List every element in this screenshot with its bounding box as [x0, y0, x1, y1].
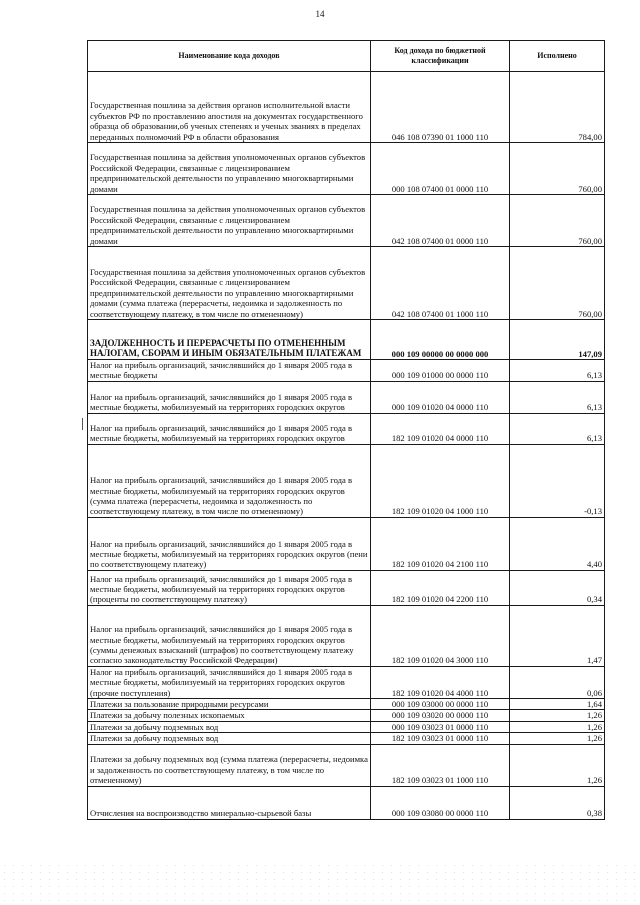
- row-code-cell: 182 109 03023 01 0000 110: [371, 733, 510, 744]
- table-row: [88, 72, 605, 143]
- revenue-table: [87, 40, 605, 820]
- row-code-cell: 182 109 01020 04 1000 110: [371, 444, 510, 517]
- row-name-cell: Отчисления на воспроизводство минерально-сырьевой базы: [88, 786, 371, 819]
- table-row: [88, 605, 605, 666]
- column-header-name: Наименование кода доходов: [88, 41, 371, 72]
- row-value-cell: 6,13: [510, 413, 605, 444]
- table-header-row: [88, 41, 605, 72]
- row-value-cell: 1,26: [510, 721, 605, 732]
- table-row: [88, 143, 605, 195]
- row-code-cell: 182 109 01020 04 4000 110: [371, 666, 510, 698]
- row-name-cell: Платежи за пользование природными ресурсами: [88, 699, 371, 710]
- row-value-cell: -0,13: [510, 444, 605, 517]
- section-row: [88, 320, 605, 360]
- row-name-cell: Налог на прибыль организаций, зачислявшийся до 1 января 2005 года в местные бюджеты, мобилизуемый на территориях городских округов (проценты по соответствующему платежу): [88, 570, 371, 605]
- row-value-cell: 1,47: [510, 605, 605, 666]
- row-value-cell: 6,13: [510, 381, 605, 413]
- row-code-cell: 000 109 03023 01 0000 110: [371, 721, 510, 732]
- row-code-cell: 042 108 07400 01 1000 110: [371, 247, 510, 320]
- table-row: [88, 517, 605, 570]
- row-code-cell: 000 109 01020 04 0000 110: [371, 381, 510, 413]
- row-value-cell: 1,26: [510, 744, 605, 786]
- row-value-cell: 0,34: [510, 570, 605, 605]
- row-value-cell: 760,00: [510, 247, 605, 320]
- row-code-cell: 000 108 07400 01 0000 110: [371, 143, 510, 195]
- row-value-cell: 0,06: [510, 666, 605, 698]
- row-code-cell: 182 109 01020 04 2200 110: [371, 570, 510, 605]
- row-code-cell: 000 109 00000 00 0000 000: [371, 320, 510, 360]
- table-row: [88, 570, 605, 605]
- row-code-cell: 182 109 01020 04 3000 110: [371, 605, 510, 666]
- scan-mark: [82, 418, 83, 430]
- table-row: [88, 721, 605, 732]
- row-value-cell: 760,00: [510, 195, 605, 247]
- row-code-cell: 042 108 07400 01 0000 110: [371, 195, 510, 247]
- column-header-value: Исполнено: [510, 41, 605, 72]
- table-row: [88, 360, 605, 382]
- row-name-cell: Налог на прибыль организаций, зачислявшийся до 1 января 2005 года в местные бюджеты, мобилизуемый на территориях городских округов (пени по соответствующему платежу): [88, 517, 371, 570]
- table-row: [88, 744, 605, 786]
- row-value-cell: 1,64: [510, 699, 605, 710]
- row-value-cell: 147,09: [510, 320, 605, 360]
- table-row: [88, 247, 605, 320]
- table-row: [88, 666, 605, 698]
- row-name-cell: Платежи за добычу подземных вод (сумма платежа (перерасчеты, недоимка и задолженность по соответствующему платежу, в том числе по отмененному): [88, 744, 371, 786]
- row-name-cell: Налог на прибыль организаций, зачислявшийся до 1 января 2005 года в местные бюджеты, мобилизуемый на территориях городских округов (суммы денежных взысканий (штрафов) по соответствующему платежу согласно законодательству Российской Федерации): [88, 605, 371, 666]
- row-name-cell: Государственная пошлина за действия уполномоченных органов субъектов Российской Федерации, связанные с лицензированием предпринимательской деятельности по управлению многоквартирными домами: [88, 143, 371, 195]
- row-name-cell: Государственная пошлина за действия уполномоченных органов субъектов Российской Федерации, связанные с лицензированием предпринимательской деятельности по управлению многоквартирными домами (сумма платежа (перерасчеты, недоимка и задолженность по соответствующему платежу, в том числе по отмененному): [88, 247, 371, 320]
- row-name-cell: Платежи за добычу полезных ископаемых: [88, 710, 371, 721]
- row-name-cell: Налог на прибыль организаций, зачислявшийся до 1 января 2005 года в местные бюджеты: [88, 360, 371, 382]
- row-code-cell: 000 109 03080 00 0000 110: [371, 786, 510, 819]
- row-value-cell: 4,40: [510, 517, 605, 570]
- row-name-cell: Государственная пошлина за действия органов исполнительной власти субъектов РФ по проставлению апостиля на документах государственного образца об образовании,об ученых степенях и ученых званиях в пределах переданных полномочий РФ в области образования: [88, 72, 371, 143]
- table-row: [88, 786, 605, 819]
- row-value-cell: 784,00: [510, 72, 605, 143]
- row-name-cell: Платежи за добычу подземных вод: [88, 721, 371, 732]
- row-name-cell: ЗАДОЛЖЕННОСТЬ И ПЕРЕРАСЧЕТЫ ПО ОТМЕНЕННЫМ НАЛОГАМ, СБОРАМ И ИНЫМ ОБЯЗАТЕЛЬНЫМ ПЛАТЕЖАМ: [88, 320, 371, 360]
- row-name-cell: Налог на прибыль организаций, зачислявшийся до 1 января 2005 года в местные бюджеты, мобилизуемый на территориях городских округов: [88, 413, 371, 444]
- table-row: [88, 444, 605, 517]
- row-value-cell: 0,38: [510, 786, 605, 819]
- row-name-cell: Государственная пошлина за действия уполномоченных органов субъектов Российской Федерации, связанные с лицензированием предпринимательской деятельности по управлению многоквартирными домами: [88, 195, 371, 247]
- table-row: [88, 710, 605, 721]
- scan-noise: [0, 862, 640, 902]
- row-code-cell: 182 109 03023 01 1000 110: [371, 744, 510, 786]
- table-body: [88, 72, 605, 820]
- column-header-code: Код дохода по бюджетной классификации: [371, 41, 510, 72]
- row-code-cell: 000 109 03020 00 0000 110: [371, 710, 510, 721]
- table-row: [88, 699, 605, 710]
- row-name-cell: Налог на прибыль организаций, зачислявшийся до 1 января 2005 года в местные бюджеты, мобилизуемый на территориях городских округов (сумма платежа (перерасчеты, недоимка и задолженность по соответствующему платежу, в том числе по отмененному): [88, 444, 371, 517]
- row-name-cell: Платежи за добычу подземных вод: [88, 733, 371, 744]
- table-row: [88, 733, 605, 744]
- row-code-cell: 000 109 03000 00 0000 110: [371, 699, 510, 710]
- row-code-cell: 046 108 07390 01 1000 110: [371, 72, 510, 143]
- row-value-cell: 760,00: [510, 143, 605, 195]
- row-code-cell: 000 109 01000 00 0000 110: [371, 360, 510, 382]
- row-value-cell: 1,26: [510, 733, 605, 744]
- row-name-cell: Налог на прибыль организаций, зачислявшийся до 1 января 2005 года в местные бюджеты, мобилизуемый на территориях городских округов: [88, 381, 371, 413]
- row-value-cell: 6,13: [510, 360, 605, 382]
- row-code-cell: 182 109 01020 04 2100 110: [371, 517, 510, 570]
- table-row: [88, 195, 605, 247]
- row-code-cell: 182 109 01020 04 0000 110: [371, 413, 510, 444]
- page-number: 14: [315, 9, 325, 19]
- table-row: [88, 413, 605, 444]
- table-row: [88, 381, 605, 413]
- row-value-cell: 1,26: [510, 710, 605, 721]
- row-name-cell: Налог на прибыль организаций, зачислявшийся до 1 января 2005 года в местные бюджеты, мобилизуемый на территориях городских округов (прочие поступления): [88, 666, 371, 698]
